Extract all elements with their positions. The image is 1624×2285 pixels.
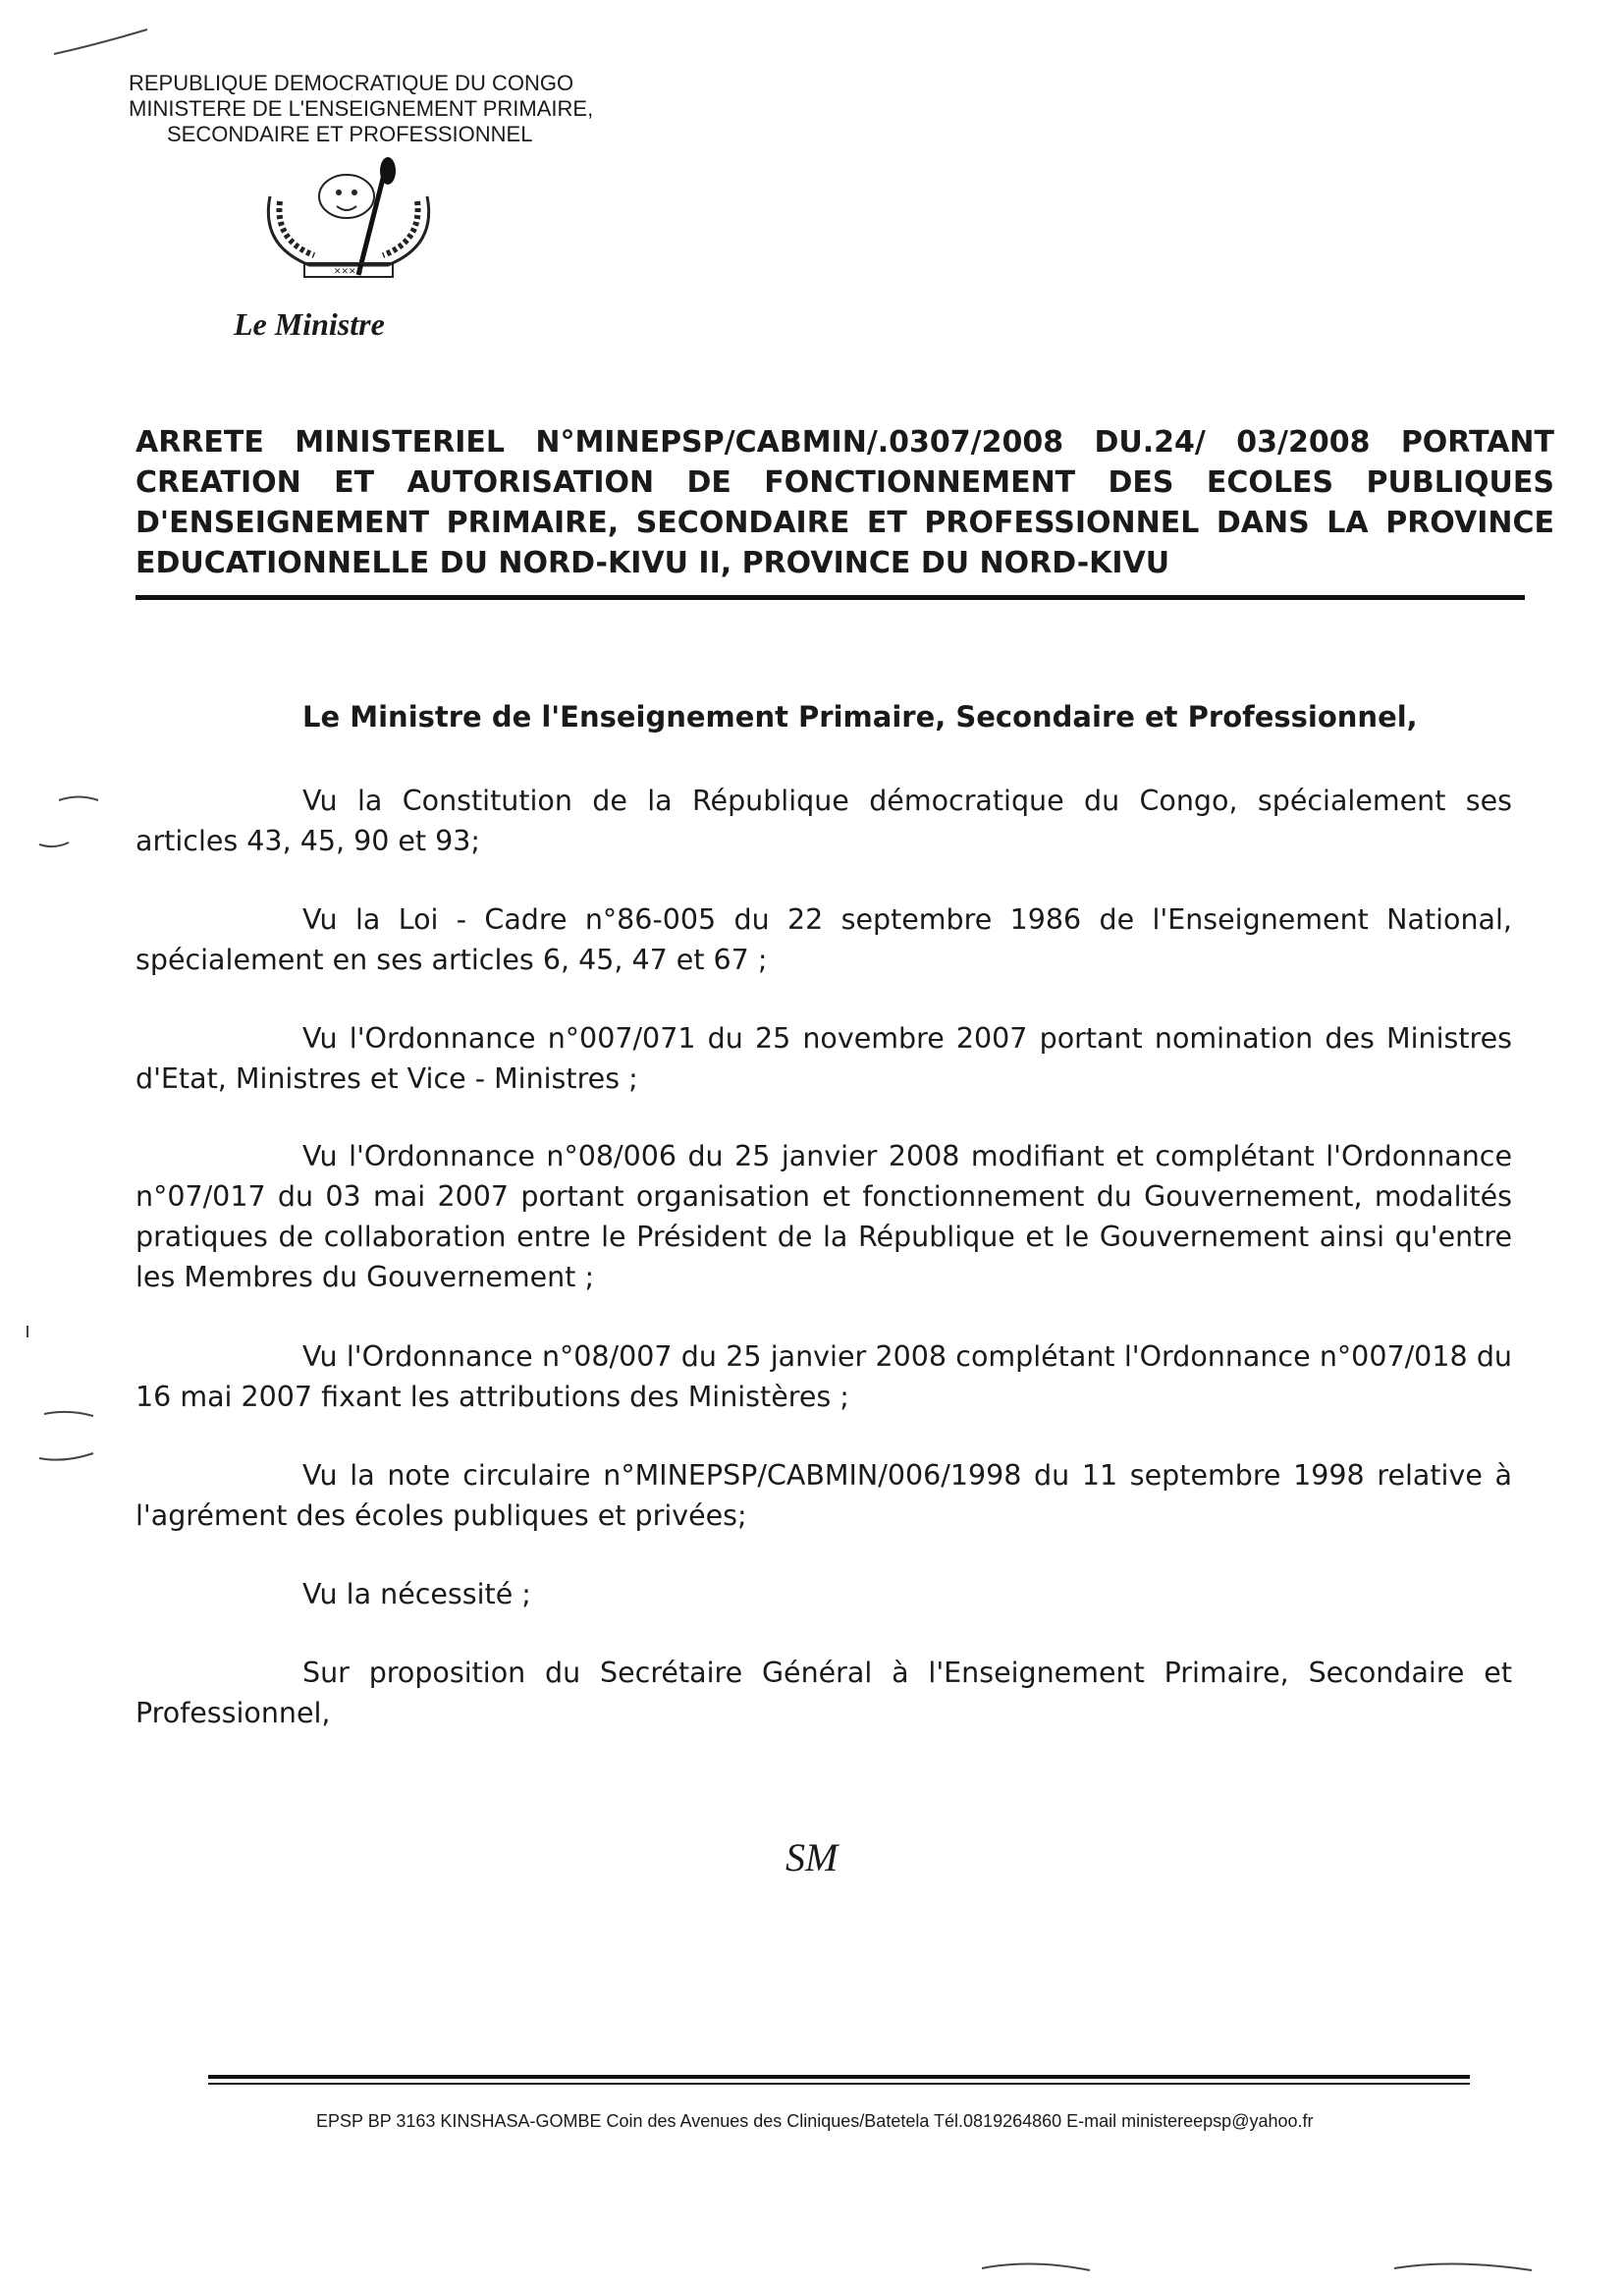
handwritten-initials: SM <box>785 1835 839 1879</box>
letterhead-ministry-cont: SECONDAIRE ET PROFESSIONNEL <box>167 122 533 146</box>
decree-title: ARRETE MINISTERIEL N°MINEPSP/CABMIN/.0307/2008 DU.24/ 03/2008 PORTANT CREATION ET AUTORISATION DE FONCTIONNEMENT DES ECOLES PUBLIQUES D'ENSEIGNEMENT PRIMAIRE, SECONDAIRE ET PROFESSIONNEL DANS LA PROVINCE EDUCATIONNELLE DU NORD-KIVU II, PROVINCE DU NORD-KIVU <box>135 425 1554 580</box>
paragraph-proposition: Sur proposition du Secrétaire Général à l'Enseignement Primaire, Secondaire et Professionnel, <box>135 1657 1512 1729</box>
paragraph-necessite: Vu la nécessité ; <box>302 1578 531 1610</box>
minister-intro: Le Ministre de l'Enseignement Primaire, Secondaire et Professionnel, <box>302 700 1418 734</box>
paragraph-note-circulaire: Vu la note circulaire n°MINEPSP/CABMIN/006/1998 du 11 septembre 1998 relative à l'agrément des écoles publiques et privées; <box>135 1459 1512 1532</box>
paragraph-constitution: Vu la Constitution de la République démocratique du Congo, spécialement ses articles 43, 45, 90 et 93; <box>135 785 1512 857</box>
footer-divider <box>208 2075 1470 2079</box>
minister-label: Le Ministre <box>234 306 385 342</box>
coat-of-arms-icon <box>250 157 447 290</box>
title-divider <box>135 595 1525 600</box>
letterhead-country: REPUBLIQUE DEMOCRATIQUE DU CONGO <box>129 71 574 95</box>
paragraph-loi-cadre: Vu la Loi - Cadre n°86-005 du 22 septembre 1986 de l'Enseignement National, spécialement en ses articles 6, 45, 47 et 67 ; <box>135 903 1512 976</box>
paragraph-ordonnance-071: Vu l'Ordonnance n°007/071 du 25 novembre 2007 portant nomination des Ministres d'Etat, Ministres et Vice - Ministres ; <box>135 1022 1512 1095</box>
letterhead-ministry: MINISTERE DE L'ENSEIGNEMENT PRIMAIRE, <box>129 96 594 121</box>
footer-divider-thin <box>208 2083 1470 2085</box>
footer-address: EPSP BP 3163 KINSHASA-GOMBE Coin des Avenues des Cliniques/Batetela Tél.0819264860 E-mail ministereepsp@yahoo.fr <box>316 2111 1314 2131</box>
paragraph-ordonnance-006: Vu l'Ordonnance n°08/006 du 25 janvier 2008 modifiant et complétant l'Ordonnance n°07/017 du 03 mai 2007 portant organisation et fonctionnement du Gouvernement, modalités pratiques de collaboration entre le Président de la République et le Gouvernement ainsi qu'entre les Membres du Gouvernement ; <box>135 1140 1512 1293</box>
paragraph-ordonnance-007: Vu l'Ordonnance n°08/007 du 25 janvier 2008 complétant l'Ordonnance n°007/018 du 16 mai 2007 fixant les attributions des Ministères ; <box>135 1340 1512 1413</box>
svg-text:✕✕✕✕: ✕✕✕✕ <box>333 267 364 277</box>
letterhead <box>123 71 593 147</box>
